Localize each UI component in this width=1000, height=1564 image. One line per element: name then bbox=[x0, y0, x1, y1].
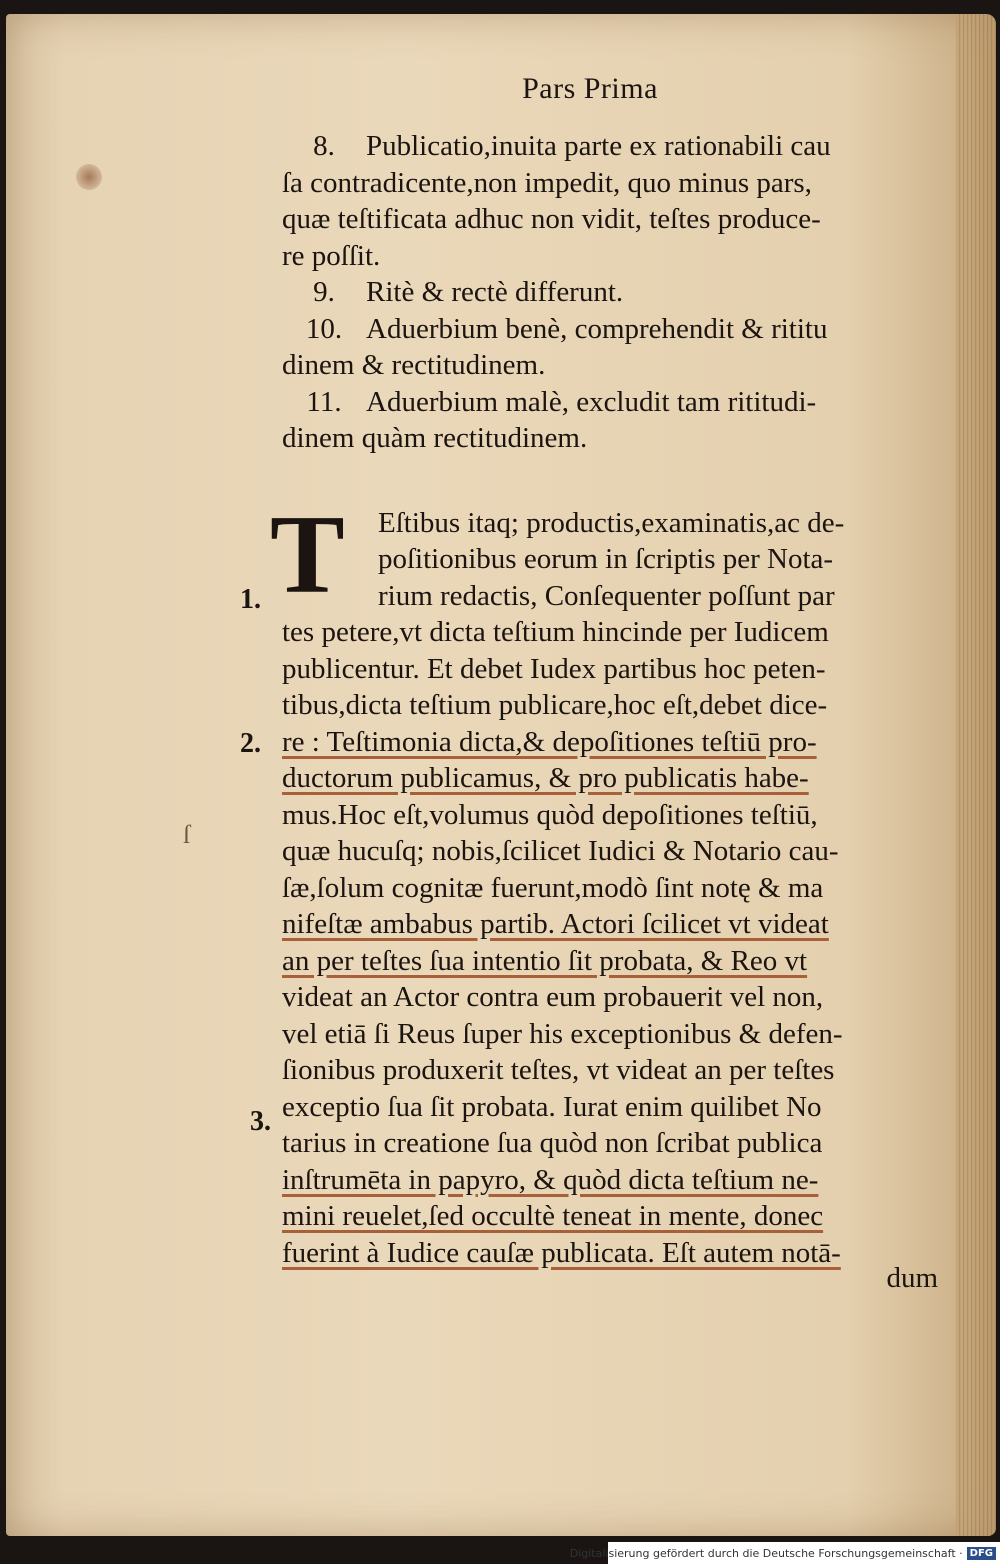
body-line: tarius in creatione ſua quòd non ſcribat publica bbox=[282, 1127, 823, 1159]
margin-number: 3. bbox=[250, 1106, 271, 1137]
body-line: inſtrumēta in papyro, & quòd dicta teſtium ne- bbox=[282, 1163, 819, 1196]
body-line: ductorum publicamus, & pro publicatis habe- bbox=[282, 762, 809, 794]
body-line: vel etiā ſi Reus ſuper his exceptionibus & defen- bbox=[282, 1017, 843, 1050]
summary-line: dinem quàm rectitudinem. bbox=[282, 422, 588, 454]
summary-number: 10. bbox=[305, 312, 343, 345]
summary-line: quæ teſtificata adhuc non vidit, teſtes produce- bbox=[282, 203, 821, 235]
body-line: tes petere,vt dicta teſtium hincinde per Iudicem bbox=[282, 616, 829, 648]
margin-annotation-mark: ſ bbox=[183, 820, 191, 849]
body-line: an per teſtes ſua intentio ſit probata, & Reo vt bbox=[282, 944, 808, 977]
body-line: rium redactis, Conſequenter poſſunt par bbox=[378, 579, 835, 612]
footer-credit: Digitalisierung gefördert durch die Deutsche Forschungsgemeinschaft · bbox=[569, 1546, 963, 1560]
margin-number: 1. bbox=[240, 584, 261, 615]
drop-cap: T bbox=[270, 492, 345, 617]
margin-number: 2. bbox=[240, 728, 261, 759]
body-line: ſionibus produxerit teſtes, vt videat an per teſtes bbox=[282, 1054, 835, 1086]
dfg-logo: DFG bbox=[967, 1547, 996, 1560]
summary-item bbox=[282, 384, 922, 421]
summary-list bbox=[282, 128, 922, 457]
body-line: publicentur. Et debet Iudex partibus hoc peten- bbox=[282, 652, 826, 685]
body-text bbox=[270, 492, 922, 1272]
body-line: quæ hucuſq; nobis,ſcilicet Iudici & Notario cau- bbox=[282, 835, 839, 867]
body-line: exceptio ſua ſit probata. Iurat enim quilibet No bbox=[282, 1090, 822, 1123]
body-line: Eſtibus itaq; productis,examinatis,ac de- bbox=[378, 506, 845, 539]
summary-number: 9. bbox=[313, 276, 335, 308]
summary-line: re poſſit. bbox=[282, 239, 381, 272]
body-line: ſæ,ſolum cognitæ fuerunt,modò ſint notę & ma bbox=[282, 871, 824, 904]
summary-line: Aduerbium benè, comprehendit & rititu bbox=[366, 312, 828, 345]
footer-bar bbox=[569, 1542, 1000, 1564]
body-line: fuerint à Iudice cauſæ publicata. Eſt autem notā- bbox=[282, 1236, 841, 1269]
body-line: tibus,dicta teſtium publicare,hoc eſt,debet dice- bbox=[282, 689, 828, 721]
summary-item bbox=[282, 274, 922, 311]
summary-line: Publicatio,inuita parte ex rationabili cau bbox=[366, 130, 831, 162]
body-line: re : Teſtimonia dicta,& depoſitiones teſtiū pro- bbox=[282, 725, 817, 758]
body-line: poſitionibus eorum in ſcriptis per Nota- bbox=[378, 543, 834, 575]
summary-line: Aduerbium malè, excludit tam rititudi- bbox=[366, 385, 817, 418]
summary-item bbox=[282, 128, 922, 165]
summary-number: 8. bbox=[313, 130, 335, 162]
page-edge bbox=[956, 14, 996, 1536]
summary-number: 11. bbox=[306, 385, 342, 418]
summary-line: Ritè & rectè differunt. bbox=[366, 276, 624, 308]
summary-item bbox=[282, 311, 922, 348]
body-line: mini reuelet,ſed occultè teneat in mente, donec bbox=[282, 1200, 824, 1232]
body-line: mus.Hoc eſt,volumus quòd depoſitiones teſtiū, bbox=[282, 798, 818, 831]
body-line: videat an Actor contra eum probauerit vel non, bbox=[282, 981, 824, 1013]
ink-stain bbox=[76, 164, 102, 190]
body-line: nifeſtæ ambabus partib. Actori ſcilicet vt videat bbox=[282, 908, 829, 940]
running-head: Pars Prima bbox=[522, 72, 658, 105]
summary-line: dinem & rectitudinem. bbox=[282, 349, 546, 381]
text-block bbox=[270, 128, 922, 1271]
summary-line: ſa contradicente,non impedit, quo minus pars, bbox=[282, 166, 812, 199]
catchword: dum bbox=[886, 1262, 938, 1294]
